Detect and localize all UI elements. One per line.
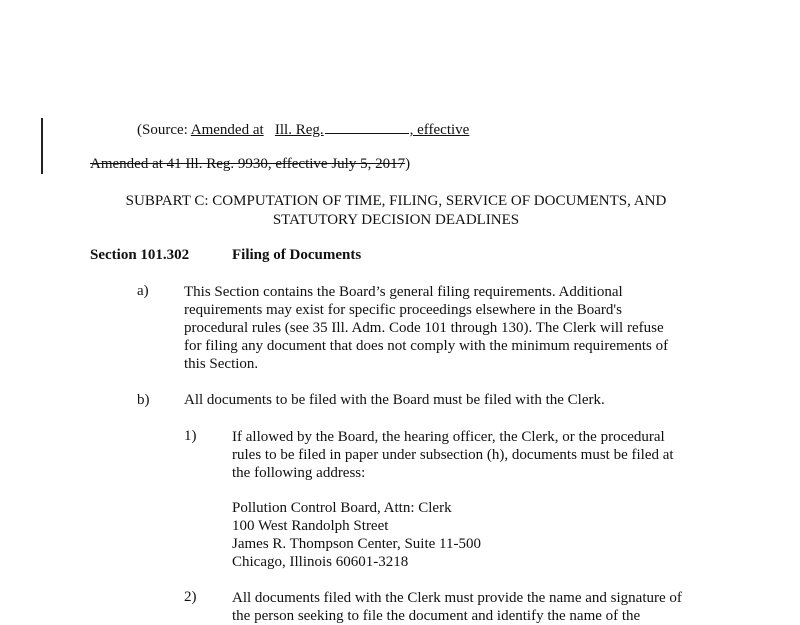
para-b-label: b)	[137, 392, 150, 408]
subpart-line-2: STATUTORY DECISION DEADLINES	[272, 212, 520, 228]
para-a-line: requirements may exist for specific proceedings elsewhere in the Board's	[184, 302, 622, 318]
address-line: 100 West Randolph Street	[232, 518, 389, 534]
clerk-address	[232, 499, 481, 571]
section-number: Section 101.302	[90, 247, 190, 263]
source-blank	[325, 121, 409, 134]
section-title: Filing of Documents	[232, 247, 362, 263]
address-line: Chicago, Illinois 60601-3218	[232, 554, 409, 570]
para-b1-line: the following address:	[232, 465, 366, 481]
para-b2-text	[232, 589, 682, 625]
para-b1-line: rules to be filed in paper under subsection (h), documents must be filed at	[232, 447, 674, 463]
source-amended-at: Amended at	[190, 122, 264, 138]
para-b2-line: All documents filed with the Clerk must provide the name and signature of	[232, 590, 682, 606]
source-note	[137, 121, 469, 139]
change-bar	[41, 118, 43, 174]
para-b1-line: If allowed by the Board, the hearing officer, the Clerk, or the procedural	[232, 429, 665, 445]
para-a-line: This Section contains the Board’s general filing requirements. Additional	[184, 284, 623, 300]
amended-close: )	[405, 156, 411, 172]
para-a-text	[184, 283, 668, 373]
para-a-line: this Section.	[184, 356, 259, 372]
source-prefix: (Source:	[137, 122, 191, 138]
para-a-line: for filing any document that does not comply with the minimum requirements of	[184, 338, 669, 354]
amended-struck-text: Amended at 41 Ill. Reg. 9930, effective July 5, 2017	[90, 156, 406, 172]
subpart-line-1: SUBPART C: COMPUTATION OF TIME, FILING, SERVICE OF DOCUMENTS, AND	[125, 193, 667, 209]
address-line: James R. Thompson Center, Suite 11-500	[232, 536, 481, 552]
subpart-heading	[90, 192, 702, 230]
source-ill-reg: Ill. Reg.	[274, 122, 324, 138]
source-effective: , effective	[409, 122, 470, 138]
para-b1-text	[232, 428, 674, 482]
para-b2-label: 2)	[184, 589, 197, 605]
para-a-label: a)	[137, 283, 149, 299]
address-line: Pollution Control Board, Attn: Clerk	[232, 500, 452, 516]
para-b-text: All documents to be filed with the Board must be filed with the Clerk.	[184, 392, 605, 408]
para-b1-label: 1)	[184, 428, 197, 444]
amended-history	[90, 156, 410, 173]
para-a-line: procedural rules (see 35 Ill. Adm. Code 101 through 130). The Clerk will refuse	[184, 320, 664, 336]
para-b2-line: the person seeking to file the document and identify the name of the	[232, 608, 641, 624]
